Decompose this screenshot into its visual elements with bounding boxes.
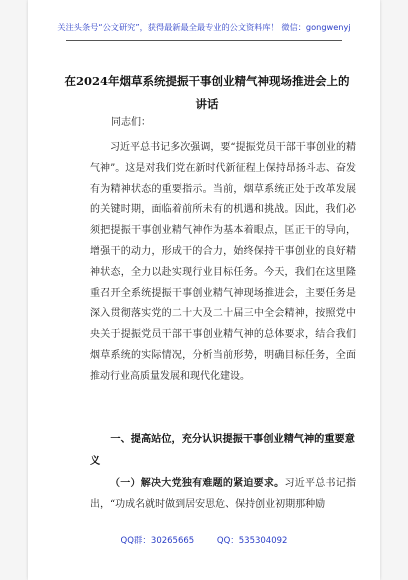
- subsection-paragraph: [90, 474, 356, 516]
- subsection-title: （一）解决大党独有难题的紧迫要求。: [110, 478, 285, 489]
- subsection-text: 习近平总书记指出，“功成名就时做到居安思危、保持创业初期那种励: [90, 478, 357, 510]
- header-divider: [66, 40, 342, 41]
- qq-number: QQ：535304092: [216, 536, 288, 546]
- promo-banner: 关注头条号“公文研究”，获得最新最全最专业的公文资料库！ 微信：gongwenyj: [57, 22, 351, 32]
- section-heading: 一、提高站位，充分认识提振干事创业精气神的重要意义: [90, 433, 355, 467]
- footer-contact: [28, 534, 380, 546]
- salutation: 同志们：: [111, 117, 151, 128]
- qq-group: QQ群：30265665: [120, 536, 195, 546]
- body-paragraph: 习近平总书记多次强调，要“提振党员干部干事创业的精气神”。这是对我们党在新时代新征程上保持昂扬斗志、奋发有为精神状态的重要指示。当前，烟草系统正处于改革发展的关键时期，面临着前所未有的机遇和挑战。因此，我们必须把提振干事创业精气神作为基本着眼点，匡正干的导向，增强干的动力，形成干的合力，始终保持干事创业的良好精神状态，全力以赴实现行业目标任务。今天，我们在这里隆重召开全系统提振干事创业精气神现场推进会，主要任务是深入贯彻落实党的二十大及二十届三中全会精神，按照党中央关于提振党员干部干事创业精气神的总体要求，结合我们烟草系统的实际情况，分析当前形势，明确目标任务，全面推动行业高质量发展和现代化建设。: [90, 142, 356, 382]
- document-title: 在2024年烟草系统提振干事创业精气神现场推进会上的讲话: [64, 74, 350, 111]
- document-page: [28, 0, 380, 580]
